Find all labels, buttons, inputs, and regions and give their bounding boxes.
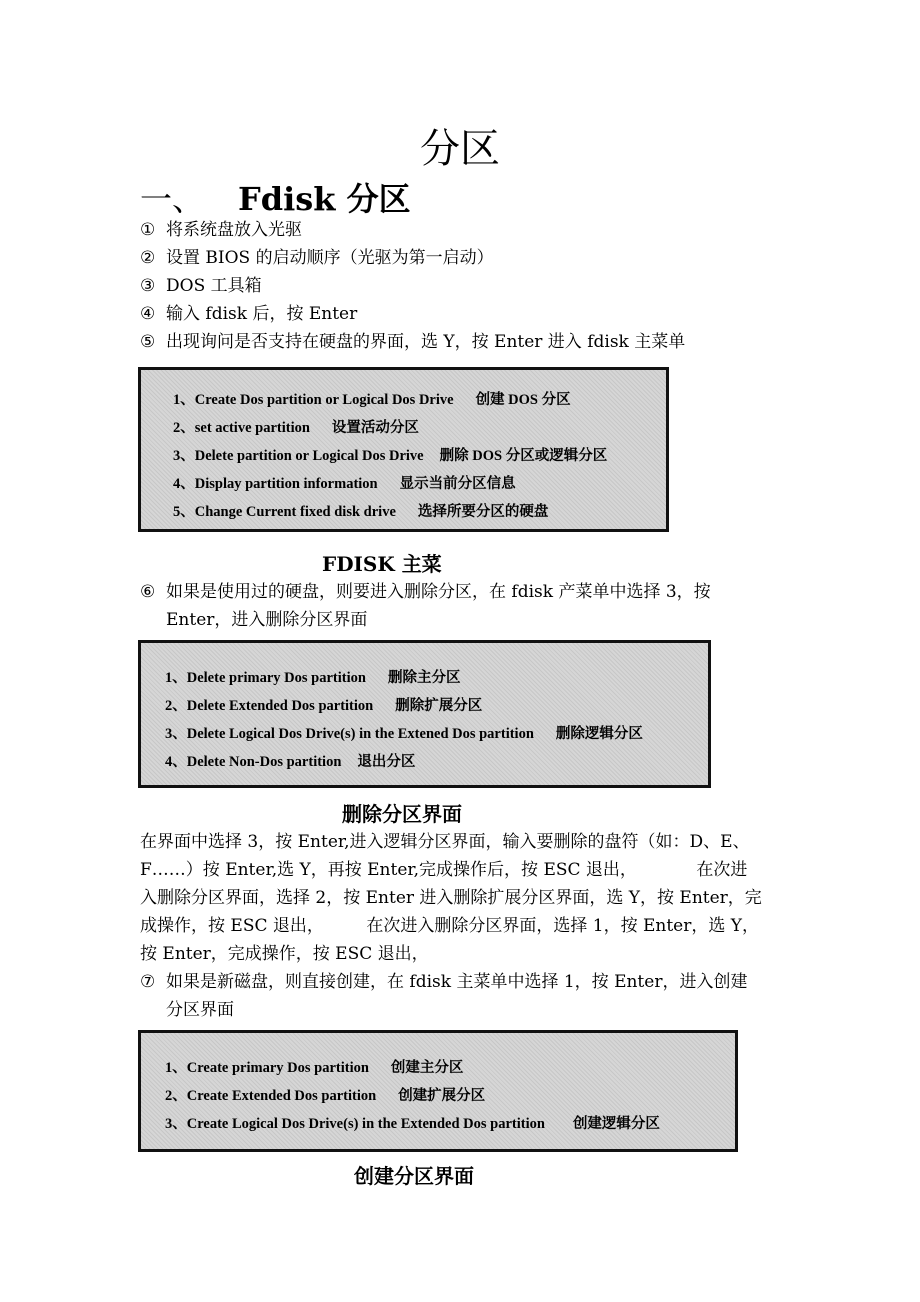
menu-row <box>173 502 548 522</box>
menu-option-en: 3、Delete Logical Dos Drive(s) in the Extened Dos partition <box>165 726 534 742</box>
menu-option-cn: 删除主分区 <box>387 670 461 686</box>
section-title: Fdisk 分区 <box>238 180 411 218</box>
menu-row <box>173 418 419 438</box>
create-partition-menu-box <box>138 1030 738 1152</box>
menu-row <box>165 1086 485 1106</box>
step-item <box>140 216 302 244</box>
menu-option-en: 1、Create Dos partition or Logical Dos Drive <box>173 392 454 408</box>
step-text-continued: Enter，进入删除分区界面 <box>166 610 368 630</box>
instruction-paragraph <box>140 828 788 968</box>
paragraph-line: F……）按 Enter,选 Y，再按 Enter,完成操作后，按 ESC 退出， 在次进 <box>140 860 748 880</box>
menu-row <box>165 724 643 744</box>
menu-option-cn: 删除 DOS 分区或逻辑分区 <box>439 448 608 464</box>
menu-option-cn: 退出分区 <box>357 754 416 770</box>
fdisk-main-menu-box <box>138 367 669 532</box>
delete-partition-menu-box <box>138 640 711 788</box>
menu-row <box>165 1114 660 1134</box>
menu-row <box>173 474 516 494</box>
menu-option-en: 3、Create Logical Dos Drive(s) in the Extended Dos partition <box>165 1116 545 1132</box>
menu-option-cn: 删除逻辑分区 <box>555 726 643 742</box>
menu-option-en: 2、Delete Extended Dos partition <box>165 698 374 714</box>
menu-row <box>165 752 415 772</box>
page-title: 分区 <box>420 126 500 172</box>
create-menu-caption: 创建分区界面 <box>354 1164 474 1188</box>
menu-row <box>165 1058 463 1078</box>
menu-option-en: 2、Create Extended Dos partition <box>165 1088 377 1104</box>
section-number: 一、 <box>140 180 205 218</box>
step-item <box>140 328 685 356</box>
delete-menu-caption: 删除分区界面 <box>342 802 462 826</box>
step-marker: ② <box>140 248 156 268</box>
step-item <box>140 300 357 328</box>
menu-option-en: 5、Change Current fixed disk drive <box>173 504 396 520</box>
step-text: 输入 fdisk 后，按 Enter <box>166 304 358 324</box>
menu-row <box>173 446 607 466</box>
menu-option-cn: 显示当前分区信息 <box>399 476 516 492</box>
menu-row <box>173 390 571 410</box>
menu-option-cn: 创建扩展分区 <box>398 1088 486 1104</box>
step-text: 将系统盘放入光驱 <box>166 220 302 240</box>
step-text-continued: 分区界面 <box>166 1000 234 1020</box>
step-item <box>140 968 747 996</box>
paragraph-line: 在界面中选择 3，按 Enter,进入逻辑分区界面，输入要删除的盘符（如：D、E、 <box>140 832 750 852</box>
paragraph-line: 按 Enter，完成操作，按 ESC 退出， <box>140 944 429 964</box>
menu-option-en: 2、set active partition <box>173 420 310 436</box>
paragraph-line: 成操作，按 ESC 退出， 在次进入删除分区界面，选择 1，按 Enter，选 Y， <box>140 916 759 936</box>
step-text: 如果是新磁盘，则直接创建，在 fdisk 主菜单中选择 1，按 Enter，进入创建 <box>166 972 748 992</box>
paragraph-line: 入删除分区界面，选择 2，按 Enter 进入删除扩展分区界面，选 Y，按 Enter，完 <box>140 888 762 908</box>
menu-option-cn: 设置活动分区 <box>331 420 419 436</box>
step-marker: ④ <box>140 304 156 324</box>
menu-option-cn: 选择所要分区的硬盘 <box>417 504 549 520</box>
main-menu-caption: FDISK 主菜 <box>322 552 442 576</box>
menu-option-en: 1、Create primary Dos partition <box>165 1060 369 1076</box>
step-marker: ⑥ <box>140 582 156 602</box>
menu-option-en: 3、Delete partition or Logical Dos Drive <box>173 448 424 464</box>
menu-option-en: 4、Display partition information <box>173 476 378 492</box>
menu-option-cn: 删除扩展分区 <box>395 698 483 714</box>
step-item <box>140 272 262 300</box>
step-marker: ⑤ <box>140 332 156 352</box>
step-text: DOS 工具箱 <box>166 276 262 296</box>
step-marker: ① <box>140 220 156 240</box>
step-text: 出现询问是否支持在硬盘的界面，选 Y，按 Enter 进入 fdisk 主菜单 <box>166 332 686 352</box>
menu-option-cn: 创建主分区 <box>390 1060 464 1076</box>
menu-row <box>165 696 482 716</box>
step-marker: ③ <box>140 276 156 296</box>
menu-option-cn: 创建 DOS 分区 <box>475 392 571 408</box>
step-item <box>140 578 711 606</box>
menu-option-en: 4、Delete Non-Dos partition <box>165 754 342 770</box>
menu-option-en: 1、Delete primary Dos partition <box>165 670 366 686</box>
menu-option-cn: 创建逻辑分区 <box>572 1116 660 1132</box>
step-item <box>140 244 494 272</box>
menu-row <box>165 668 460 688</box>
step-text: 如果是使用过的硬盘，则要进入删除分区，在 fdisk 产菜单中选择 3，按 <box>166 582 711 602</box>
step-marker: ⑦ <box>140 972 156 992</box>
step-text: 设置 BIOS 的启动顺序（光驱为第一启动） <box>166 248 494 268</box>
